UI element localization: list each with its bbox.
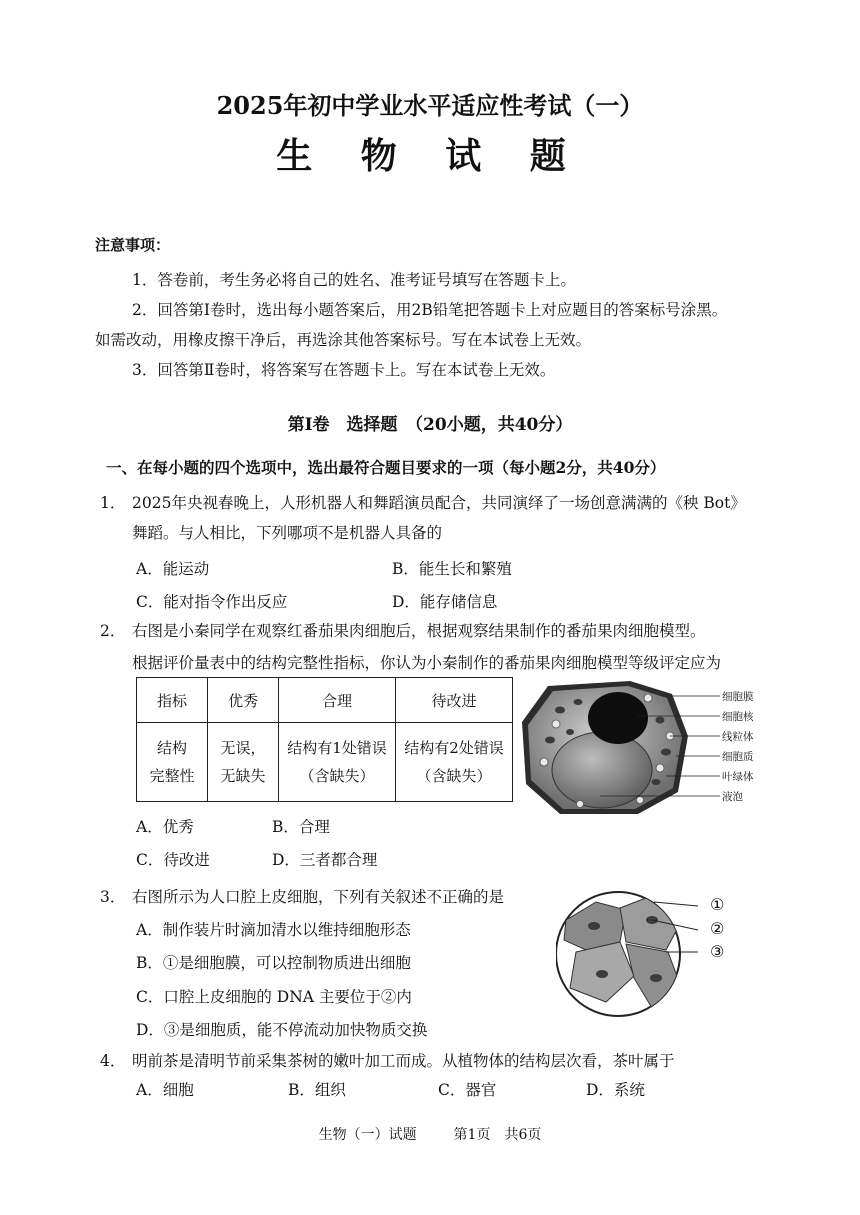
q3-option-d: D．③是细胞质，能不停流动加快物质交换: [136, 1021, 428, 1039]
q4-option-a: A．细胞: [136, 1081, 194, 1099]
q2-number: 2．: [100, 622, 126, 640]
note-line-1: 1．答卷前，考生务必将自己的姓名、准考证号填写在答题卡上。: [132, 271, 576, 289]
label-nucleus: 细胞核: [722, 711, 754, 723]
rubric-header-improve: 待改进: [396, 678, 513, 723]
q1-option-b: B．能生长和繁殖: [392, 560, 512, 578]
q1-option-d: D．能存储信息: [392, 593, 498, 611]
rubric-cell-text: 结构: [156, 739, 187, 757]
q1-number: 1．: [100, 494, 126, 512]
rubric-cell-text: 完整性: [149, 767, 195, 785]
label-vacuole: 液泡: [722, 791, 743, 803]
rubric-cell-text: （含缺失）: [299, 767, 375, 785]
subject-title: 生 物 试 题: [276, 135, 584, 177]
footer-subject: 生物（一）试题: [318, 1127, 417, 1143]
rubric-header-reasonable: 合理: [279, 678, 396, 723]
label-cytoplasm: 细胞质: [722, 751, 754, 763]
q1-stem-line1: 2025年央视春晚上，人形机器人和舞蹈演员配合，共同演绎了一场创意满满的《秧 Bot》: [132, 494, 746, 512]
q1-option-a: A．能运动: [136, 560, 210, 578]
q3-option-b: B．①是细胞膜，可以控制物质进出细胞: [136, 954, 411, 972]
q3-option-c: C．口腔上皮细胞的 DNA 主要位于②内: [136, 988, 412, 1006]
part-heading: 一、在每小题的四个选项中，选出最符合题目要求的一项（每小题2分，共40分）: [106, 458, 666, 477]
note-line-3: 如需改动，用橡皮擦干净后，再选涂其他答案标号。写在本试卷上无效。: [95, 331, 592, 349]
rubric-cell-excellent: [208, 723, 279, 802]
rubric-header-excellent: 优秀: [208, 678, 279, 723]
q4-number: 4．: [100, 1052, 126, 1070]
rubric-header-indicator: 指标: [137, 678, 208, 723]
q4-option-b: B．组织: [288, 1081, 346, 1099]
section-heading: 第Ⅰ卷 选择题 （20小题，共40分）: [287, 415, 573, 435]
q2-option-b: B．合理: [272, 818, 330, 836]
q4-option-c: C．器官: [438, 1081, 497, 1099]
evaluation-rubric-table: [136, 677, 513, 802]
label-marker-2: ②: [710, 919, 725, 938]
label-cell-membrane: 细胞膜: [722, 691, 754, 703]
page-footer: [0, 1124, 860, 1144]
q3-stem: 右图所示为人口腔上皮细胞，下列有关叙述不正确的是: [132, 888, 505, 906]
q2-stem-line2: 根据评价量表中的结构完整性指标，你认为小秦制作的番茄果肉细胞模型等级评定应为: [132, 654, 722, 672]
q3-option-a: A．制作装片时滴加清水以维持细胞形态: [136, 921, 411, 939]
rubric-cell-text: 结构有1处错误: [287, 739, 387, 757]
q1-stem-line2: 舞蹈。与人相比，下列哪项不是机器人具备的: [132, 524, 443, 542]
rubric-cell-reasonable: [279, 723, 396, 802]
q4-option-d: D．系统: [586, 1081, 645, 1099]
footer-page-number: 第1页 共6页: [453, 1127, 542, 1143]
q2-option-c: C．待改进: [136, 851, 210, 869]
q2-option-a: A．优秀: [136, 818, 194, 836]
rubric-cell-text: 无缺失: [220, 767, 266, 785]
q3-number: 3．: [100, 888, 126, 906]
rubric-cell-indicator: [137, 723, 208, 802]
label-mitochondria: 线粒体: [722, 731, 754, 743]
label-chloroplast: 叶绿体: [722, 771, 754, 783]
q1-option-c: C．能对指令作出反应: [136, 593, 288, 611]
oral-epithelial-cell-figure: [556, 880, 716, 1030]
exam-title: 2025年初中学业水平适应性考试（一）: [216, 91, 644, 120]
note-line-4: 3．回答第Ⅱ卷时，将答案写在答题卡上。写在本试卷上无效。: [132, 361, 556, 379]
label-marker-3: ③: [710, 942, 725, 961]
rubric-cell-improve: [396, 723, 513, 802]
note-line-2: 2．回答第Ⅰ卷时，选出每小题答案后，用2B铅笔把答题卡上对应题目的答案标号涂黑。: [132, 301, 728, 319]
rubric-cell-text: （含缺失）: [416, 767, 492, 785]
q4-stem: 明前茶是清明节前采集茶树的嫩叶加工而成。从植物体的结构层次看，茶叶属于: [132, 1052, 675, 1070]
q2-option-d: D．三者都合理: [272, 851, 378, 869]
label-marker-1: ①: [710, 895, 725, 914]
q2-stem-line1: 右图是小秦同学在观察红番茄果肉细胞后，根据观察结果制作的番茄果肉细胞模型。: [132, 622, 706, 640]
notes-heading: 注意事项：: [95, 236, 171, 254]
rubric-cell-text: 无误，: [220, 739, 266, 757]
rubric-cell-text: 结构有2处错误: [404, 739, 504, 757]
